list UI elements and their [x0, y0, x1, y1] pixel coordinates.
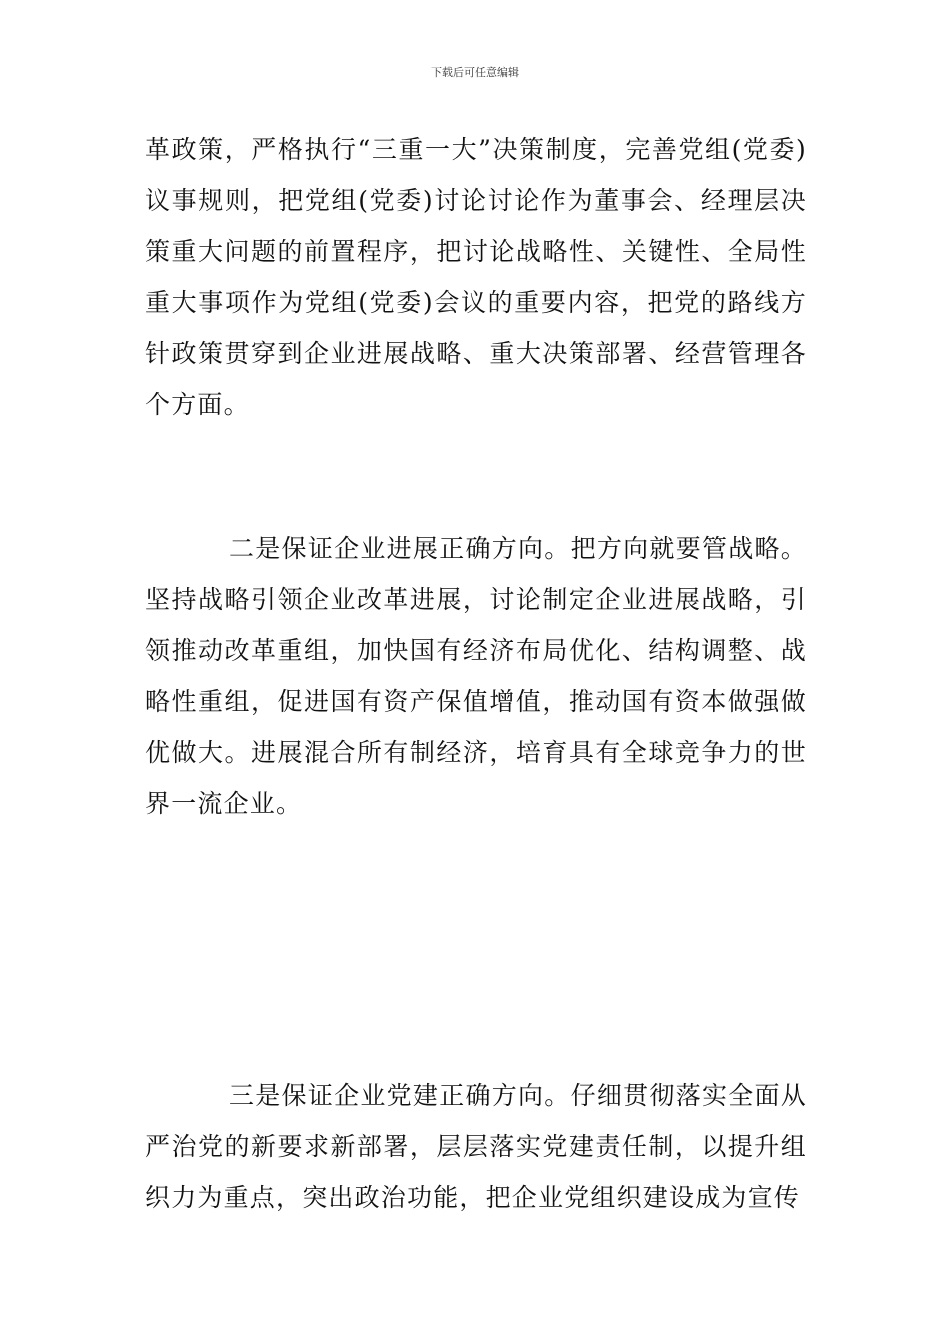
page-header: 下载后可任意编辑	[431, 66, 519, 79]
paragraph-1: 革政策，严格执行“三重一大”决策制度，完善党组(党委)议事规则，把党组(党委)讨论讨论作为董事会、经理层决策重大问题的前置程序，把讨论战略性、关键性、全局性重大事项作为党组(党委)会议的重要内容，把党的路线方针政策贯穿到企业进展战略、重大决策部署、经营管理各个方面。	[145, 135, 807, 419]
paragraph-2: 二是保证企业进展正确方向。把方向就要管战略。坚持战略引领企业改革进展，讨论制定企业进展战略，引领推动改革重组，加快国有经济布局优化、结构调整、战略性重组，促进国有资产保值增值，推动国有资本做强做优做大。进展混合所有制经济，培育具有全球竞争力的世界一流企业。	[145, 534, 807, 818]
paragraph-3: 三是保证企业党建正确方向。仔细贯彻落实全面从严治党的新要求新部署，层层落实党建责任制，以提升组织力为重点，突出政治功能，把企业党组织建设成为宣传	[145, 1081, 807, 1212]
